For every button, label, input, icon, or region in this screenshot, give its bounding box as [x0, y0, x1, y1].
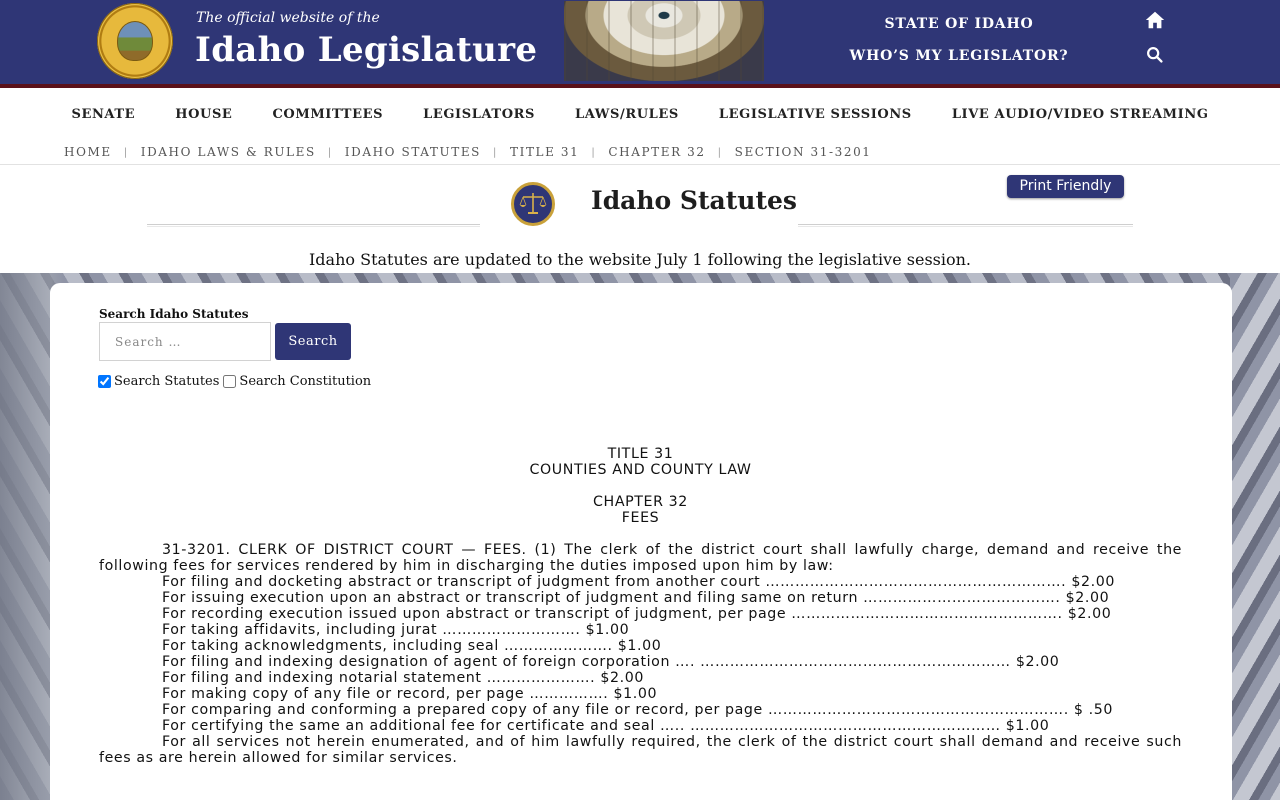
capitol-dome-image	[564, 1, 764, 81]
title-rule-left	[147, 224, 480, 227]
nav-committees[interactable]: COMMITTEES	[272, 107, 384, 122]
title-number: TITLE 31	[607, 446, 674, 462]
breadcrumb	[64, 145, 872, 159]
update-notice: Idaho Statutes are updated to the website July 1 following the legislative session.	[308, 250, 971, 269]
whos-my-legislator-link[interactable]: WHO’S MY LEGISLATOR?	[849, 48, 1069, 64]
seal-emblem	[117, 21, 153, 61]
fee-line: For certifying the same an additional fee for certificate and seal ….. ……………………………………………………… $1.00	[162, 718, 1050, 734]
background-right-panel	[1230, 273, 1280, 800]
search-input[interactable]	[99, 322, 271, 361]
breadcrumb-section: SECTION 31-3201	[734, 145, 872, 159]
main-navigation	[0, 99, 1280, 131]
site-header	[0, 0, 1280, 84]
search-statutes-checkbox[interactable]	[98, 375, 111, 388]
home-icon[interactable]	[1144, 9, 1166, 31]
fee-line: For comparing and conforming a prepared copy of any file or record, per page ……………………………………………………. $ .50	[162, 702, 1114, 718]
section-intro: 31-3201. CLERK OF DISTRICT COURT — FEES. (1) The clerk of the district court shall lawfully charge, demand and receive the following fees for services rendered by him in discharging the duties imposed upon him by law:	[99, 542, 1182, 574]
nav-house[interactable]: HOUSE	[175, 107, 233, 122]
nav-live-streaming[interactable]: LIVE AUDIO/VIDEO STREAMING	[951, 107, 1209, 122]
breadcrumb-title[interactable]: TITLE 31	[510, 145, 580, 159]
breadcrumb-separator: |	[493, 146, 498, 158]
fee-line: For filing and indexing notarial statement …………………. $2.00	[162, 670, 645, 686]
search-icon[interactable]	[1144, 44, 1166, 66]
breadcrumb-laws-rules[interactable]: IDAHO LAWS & RULES	[140, 145, 316, 159]
search-statutes-label[interactable]: Search Statutes	[114, 374, 220, 389]
chapter-number: CHAPTER 32	[593, 494, 688, 510]
nav-laws-rules[interactable]: LAWS/RULES	[575, 107, 679, 122]
fee-line: For filing and indexing designation of agent of foreign corporation …. ……………………………………………………… $2.00	[162, 654, 1060, 670]
header-divider	[0, 84, 1280, 88]
fee-line: For recording execution issued upon abstract or transcript of judgment, per page ………………………………………………. $2.00	[162, 606, 1112, 622]
breadcrumb-statutes[interactable]: IDAHO STATUTES	[344, 145, 482, 159]
state-of-idaho-link[interactable]: STATE OF IDAHO	[884, 16, 1034, 32]
breadcrumb-divider	[0, 164, 1280, 165]
state-seal-logo[interactable]	[97, 3, 173, 79]
scales-of-justice-icon	[511, 182, 555, 226]
nav-legislators[interactable]: LEGISLATORS	[423, 107, 536, 122]
statute-text	[99, 446, 1182, 766]
breadcrumb-separator: |	[123, 146, 129, 158]
breadcrumb-home[interactable]: HOME	[64, 145, 112, 159]
search-options	[98, 374, 371, 389]
breadcrumb-separator: |	[591, 146, 597, 158]
site-tagline: The official website of the	[196, 10, 380, 26]
fee-line: For all services not herein enumerated, and of him lawfully required, the clerk of the district court shall demand and receive such fees as are herein allowed for similar services.	[99, 734, 1182, 766]
breadcrumb-separator: |	[327, 146, 333, 158]
breadcrumb-chapter[interactable]: CHAPTER 32	[608, 145, 706, 159]
fee-line: For filing and docketing abstract or transcript of judgment from another court ……………………………………………………. $2.00	[162, 574, 1115, 590]
nav-senate[interactable]: SENATE	[71, 107, 136, 122]
fee-line: For taking acknowledgments, including seal …………………. $1.00	[162, 638, 662, 654]
search-label: Search Idaho Statutes	[99, 307, 249, 321]
title-name: COUNTIES AND COUNTY LAW	[529, 462, 752, 478]
spacer	[99, 526, 1182, 542]
fee-line: For taking affidavits, including jurat ………………………. $1.00	[162, 622, 630, 638]
title-rule-right	[798, 224, 1133, 227]
chapter-name: FEES	[621, 510, 660, 526]
site-title[interactable]: Idaho Legislature	[195, 30, 538, 70]
breadcrumb-separator: |	[717, 146, 723, 158]
search-constitution-checkbox[interactable]	[223, 375, 236, 388]
search-constitution-label[interactable]: Search Constitution	[239, 374, 372, 389]
nav-legislative-sessions[interactable]: LEGISLATIVE SESSIONS	[718, 107, 912, 122]
dome-ribs	[564, 1, 764, 81]
fee-line: For making copy of any file or record, per page ……………. $1.00	[162, 686, 658, 702]
print-friendly-button[interactable]: Print Friendly	[1007, 175, 1124, 198]
fee-line: For issuing execution upon an abstract or transcript of judgment and filing same on return …………………………………. $2.00	[162, 590, 1110, 606]
spacer	[99, 478, 1182, 494]
search-button[interactable]: Search	[275, 323, 351, 360]
page-title: Idaho Statutes	[591, 186, 797, 215]
